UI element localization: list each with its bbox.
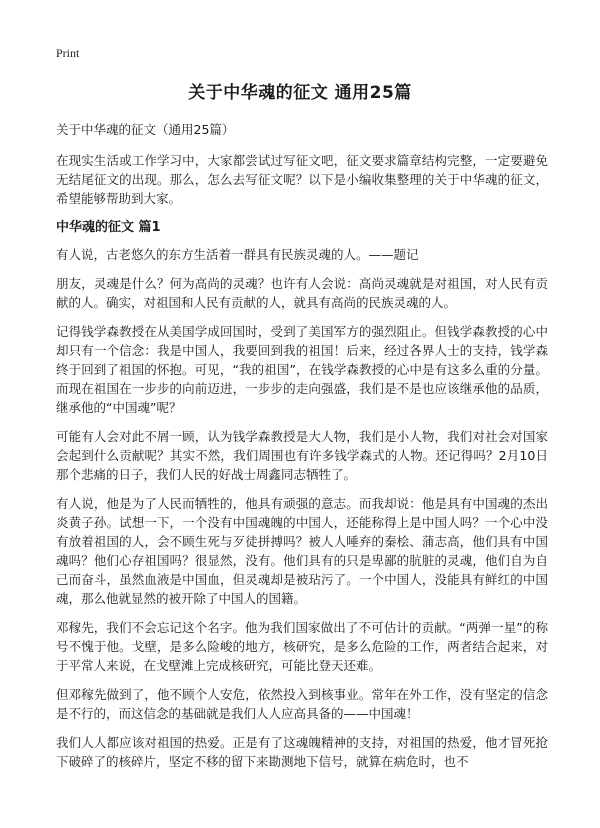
print-label: Print bbox=[56, 46, 80, 60]
paragraph: 但邓稼先做到了，他不顾个人安危，依然投入到核事业。常年在外工作，没有坚定的信念是不行的，而这信念的基础就是我们人人应高具备的——中国魂！ bbox=[56, 687, 548, 721]
paragraph: 记得钱学森教授在从美国学成回国时，受到了美国军方的强烈阻止。但钱学森教授的心中却只有一个信念：我是中国人，我要回到我的祖国！后来，经过各界人士的支持，钱学森终于回到了祖国的怀抱。可见，“我的祖国”，在钱学森教授的心中是有这多么重的分量。而现在祖国在一步步的向前迈进，一步步的走向强盛，我们是不是也应该继承他的品质，继承他的“中国魂”呢？ bbox=[56, 324, 548, 415]
paragraph: 有人说，他是为了人民而牺牲的，他具有顽强的意志。而我却说：他是具有中国魂的杰出炎黄子孙。试想一下，一个没有中国魂魄的中国人，还能称得上是中国人吗？一个心中没有放着祖国的人，会不顾生死与歹徒拼搏吗？被人人唾弃的秦桧、蒲志高，他们具有中国魂吗？他们心存祖国吗？很显然，没有。他们具有的只是卑鄙的肮脏的灵魂，他们自为自己而奋斗，虽然血液是中国血，但灵魂却是被玷污了。一个中国人，没能具有鲜红的中国魂，那么他就显然的被开除了中国人的国籍。 bbox=[56, 496, 548, 606]
section-heading: 中华魂的征文 篇1 bbox=[56, 220, 161, 235]
paragraph: 有人说，古老悠久的东方生活着一群具有民族灵魂的人。——题记 bbox=[56, 247, 419, 262]
paragraph: 可能有人会对此不屑一顾，认为钱学森教授是大人物，我们是小人物，我们对社会对国家会起到什么贡献呢？其实不然，我们周围也有许多钱学森式的人物。还记得吗？2月10日那个悲痛的日子，我们人民的好战士周鑫同志牺牲了。 bbox=[56, 429, 548, 482]
paragraph: 我们人人都应该对祖国的热爱。正是有了这魂魄精神的支持，对祖国的热爱，他才冒死抢下破碎了的核碎片，坚定不移的留下来勘测地下信号，就算在病危时，也不 bbox=[56, 735, 548, 769]
paragraph: 邓稼先，我们不会忘记这个名字。他为我们国家做出了不可估计的贡献。“两弹一星”的称号不愧于他。戈壁，是多么险峻的地方，核研究，是多么危险的工作，两者结合起来，对于平常人来说，在戈壁滩上完成核研究，可能比登天还难。 bbox=[56, 620, 548, 673]
document-subtitle: 关于中华魂的征文（通用25篇） bbox=[56, 122, 235, 137]
document-body bbox=[56, 120, 548, 781]
paragraph: 朋友，灵魂是什么？何为高尚的灵魂？也许有人会说：高尚灵魂就是对祖国，对人民有贡献的人。确实，对祖国和人民有贡献的人，就具有高尚的民族灵魂的人。 bbox=[56, 276, 548, 310]
document-title: 关于中华魂的征文 通用25篇 bbox=[188, 83, 412, 103]
intro-paragraph: 在现实生活或工作学习中，大家都尝试过写征文吧，征文要求篇章结构完整，一定要避免无结尾征文的出现。那么，怎么去写征文呢？以下是小编收集整理的关于中华魂的征文，希望能够帮助到大家。 bbox=[56, 153, 548, 206]
